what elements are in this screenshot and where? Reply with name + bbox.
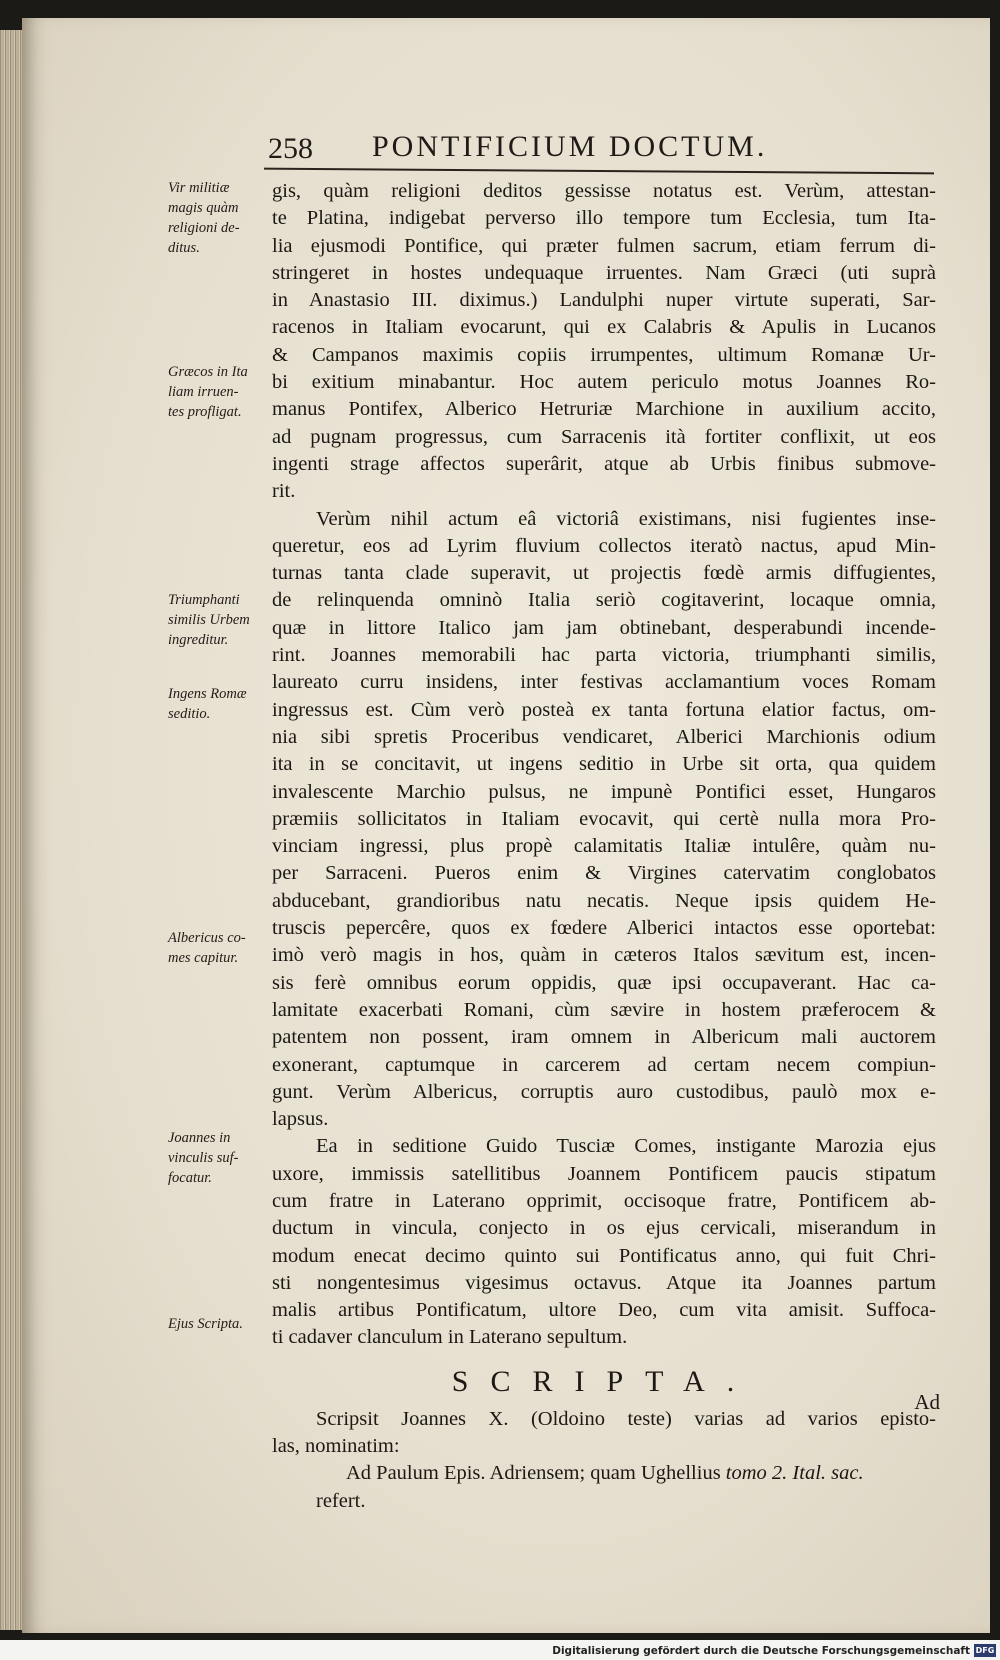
margin-note-line: mes capitur.	[168, 950, 239, 966]
catchword: Ad	[914, 1390, 940, 1414]
text-line: sis ferè omnibus eorum oppidis, quæ ipsi occupaverant. Hac ca-	[272, 971, 936, 994]
text-line: ductum in vincula, conjecto in os ejus cervicali, miserandum in	[272, 1217, 936, 1240]
paragraph-4	[272, 1406, 936, 1461]
margin-note-line: Ingens Romæ	[168, 686, 247, 702]
paragraph-1	[272, 178, 936, 506]
text-line: abducebant, grandioribus natu necatis. Neque ipsis quidem He-	[272, 889, 936, 912]
main-text	[272, 178, 936, 1515]
text-line: imò verò magis in hos, quàm in cæteros Italos sævitum est, incen-	[272, 944, 936, 967]
margin-note-line: tes profligat.	[168, 404, 242, 420]
text-line: Ea in seditione Guido Tusciæ Comes, instigante Marozia ejus	[316, 1135, 936, 1158]
text-line: ti cadaver clanculum in Laterano sepultum.	[272, 1326, 628, 1349]
text-line: turnas tanta clade superavit, ut projectis fœdè armis diffugientes,	[272, 562, 936, 585]
text-line: las, nominatim:	[272, 1435, 400, 1458]
paragraph-3	[272, 1133, 936, 1351]
margin-note-line: Albericus co-	[168, 930, 246, 946]
text-line: nia sibi spretis Proceribus vendicaret, Alberici Marchionis odium	[272, 725, 936, 748]
text-line: bi exitium minabantur. Hoc autem periculo motus Joannes Ro-	[272, 371, 936, 394]
text-line: & Campanos maximis copiis irrumpentes, ultimum Romanæ Ur-	[272, 343, 936, 366]
text-line: uxore, immissis satellitibus Joannem Pontificem paucis stipatum	[272, 1162, 936, 1185]
margin-note-line: Græcos in Ita	[168, 364, 248, 380]
text-line: racenos in Italiam evocarunt, qui ex Calabris & Apulis in Lucanos	[272, 316, 936, 339]
margin-note-triumphanti	[168, 590, 270, 650]
text-line: Scripsit Joannes X. (Oldoino teste) varias ad varios episto-	[316, 1407, 936, 1430]
margin-note-joannes-vinculis	[168, 1128, 270, 1188]
reference-citation: tomo 2. Ital. sac.	[725, 1462, 864, 1485]
text-line: gis, quàm religioni deditos gessisse notatus est. Verùm, attestan-	[272, 180, 936, 202]
text-line: quæ in littore Italico jam jam obtinebant, desperabundi incende-	[272, 616, 936, 639]
reference-entry	[272, 1460, 936, 1515]
text-line: ad pugnam progressus, cum Sarracenis ità fortiter conflixit, ut eos	[272, 425, 936, 448]
margin-note-ejus-scripta	[168, 1314, 270, 1334]
margin-note-line: Joannes in	[168, 1130, 231, 1146]
margin-note-line: magis quàm	[168, 200, 239, 216]
text-line: queretur, eos ad Lyrim fluvium collectos iteratò nactus, apud Min-	[272, 534, 936, 557]
text-line: per Sarraceni. Pueros enim & Virgines catervatim conglobatos	[272, 862, 936, 885]
margin-note-ingens-romae	[168, 684, 270, 724]
text-line: invalescente Marchio pulsus, ne impunè Pontifici esset, Hungaros	[272, 780, 936, 803]
text-line: lamitate exacerbati Romani, cùm sævire in hostem præferocem &	[272, 998, 936, 1021]
text-line: patentem non possent, iram omnem in Albericum mali auctorem	[272, 1026, 936, 1049]
running-title: PONTIFICIUM DOCTUM.	[372, 130, 768, 163]
text-line: manus Pontifex, Alberico Hetruriæ Marchione in auxilium accito,	[272, 398, 936, 421]
text-line: lia ejusmodi Pontifice, qui præter fulmen sacrum, etiam ferrum di-	[272, 234, 936, 257]
margin-note-line: Triumphanti	[168, 592, 240, 608]
text-line: ita in se concitavit, ut ingens seditio in Urbe sit orta, qua quidem	[272, 753, 936, 776]
margin-note-line: ingreditur.	[168, 632, 229, 648]
text-line: ingressus est. Cùm verò posteà ex tanta fortuna elatior factus, om-	[272, 698, 936, 721]
margin-note-albericus	[168, 928, 270, 968]
section-heading-scripta: SCRIPTA.	[451, 1364, 757, 1398]
text-line: rit.	[272, 480, 296, 503]
page-number: 258	[268, 132, 313, 165]
margin-note-line: religioni de-	[168, 220, 240, 236]
text-line: vinciam ingressi, plus propè calamitatis Italiæ intulêre, quàm nu-	[272, 835, 936, 858]
margin-note-line: ditus.	[168, 240, 200, 256]
text-line: rint. Joannes memorabili hac parta victoria, triumphanti similis,	[272, 644, 936, 667]
text-line: præmiis sollicitatos in Italiam evocavit, qui certè nulla mora Pro-	[272, 807, 936, 830]
margin-note-line: liam irruen-	[168, 384, 239, 400]
margin-note-line: focatur.	[168, 1170, 212, 1186]
margin-note-line: Vir militiæ	[168, 180, 230, 196]
funding-credit: Digitalisierung gefördert durch die Deutsche Forschungsgemeinschaft	[552, 1645, 970, 1657]
text-line: lapsus.	[272, 1108, 329, 1131]
text-line: de relinquenda omninò Italia seriò cogitaverint, locaque omnia,	[272, 589, 936, 612]
text-line: in Anastasio III. diximus.) Landulphi nuper virtute superati, Sar-	[272, 289, 936, 312]
dfg-logo-icon: DFG	[975, 1646, 995, 1655]
text-line: stringeret in hostes undequaque irruentes. Nam Græci (uti suprà	[272, 261, 936, 284]
text-line: Verùm nihil actum eâ victoriâ existimans, nisi fugientes inse-	[316, 507, 936, 530]
text-line: laureato curru insidens, inter festivas acclamantium voces Romam	[272, 671, 936, 694]
text-line: cum fratre in Laterano opprimit, occisoque fratre, Pontificem ab-	[272, 1189, 936, 1212]
margin-note-graecos	[168, 362, 270, 422]
text-line: sti nongentesimus vigesimus octavus. Atque ita Joannes partum	[272, 1271, 936, 1294]
paragraph-2	[272, 506, 936, 1134]
text-line: te Platina, indigebat perverso illo tempore tum Ecclesia, tum Ita-	[272, 207, 936, 230]
text-line: gunt. Verùm Albericus, corruptis auro custodibus, paulò mox e-	[272, 1080, 936, 1103]
text-line: refert.	[316, 1489, 366, 1512]
margin-note-line: similis Urbem	[168, 612, 250, 628]
margin-note-line: vinculis suf-	[168, 1150, 239, 1166]
text-line: ingenti strage affectos superârit, atque ab Urbis finibus submove-	[272, 452, 936, 475]
text-line: truscis pepercêre, quos ex fœdere Alberici intactos esse oportebat:	[272, 917, 936, 940]
text-line: malis artibus Pontificatum, ultore Deo, cum vita amisit. Suffoca-	[272, 1299, 936, 1322]
margin-note-line: Ejus Scripta.	[168, 1316, 243, 1332]
text-line: exonerant, captumque in carcerem ad certam necem compiun-	[272, 1053, 936, 1076]
margin-note-vir-militiae	[168, 178, 270, 258]
reference-line	[272, 1460, 936, 1487]
margin-note-line: seditio.	[168, 706, 211, 722]
reference-text: Ad Paulum Epis. Adriensem; quam Ughellius	[346, 1462, 726, 1485]
text-line: modum enecat decimo quinto sui Pontificatus anno, qui fuit Chri-	[272, 1244, 936, 1267]
digitization-footer	[0, 1640, 1000, 1660]
